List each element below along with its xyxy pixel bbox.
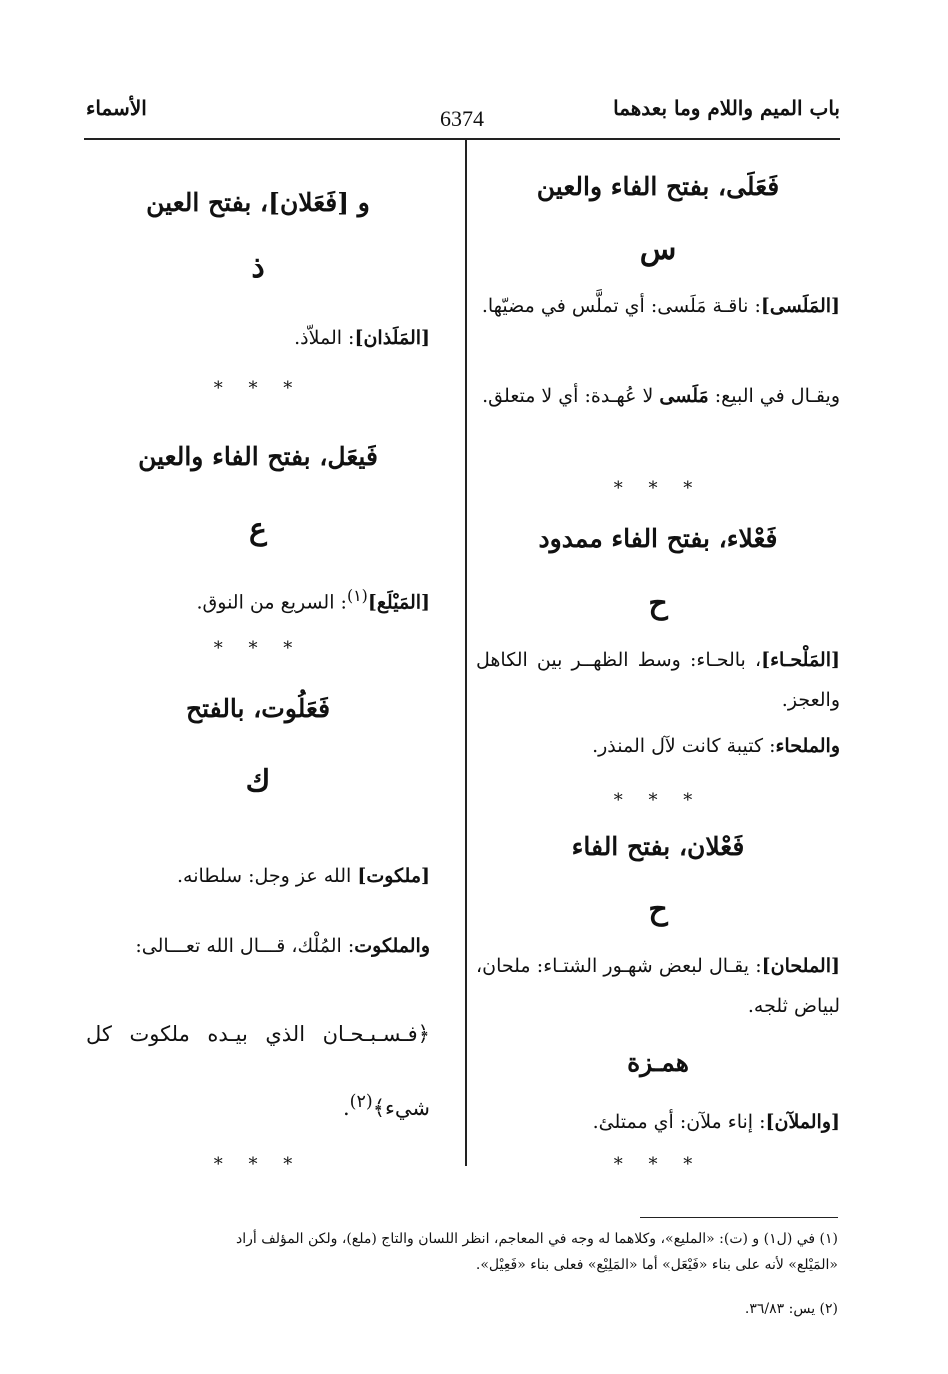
section-separator: * * *: [613, 790, 703, 811]
entry-headword: [المَيْلَع]: [367, 591, 430, 614]
section-separator: * * *: [213, 378, 303, 399]
footnote-line: (١) في (ل١) و (ت): «المليع»، وكلاهما له وجه في المعاجم، انظر اللسان والتاج (ملع)، ولكن المؤلف أراد: [236, 1231, 838, 1247]
section-separator: * * *: [213, 638, 303, 659]
pattern-heading: [86, 188, 430, 217]
entry-text: ويقـال في البيع:: [708, 385, 840, 407]
footnote-2: (٢) يس: ٣٦/٨٣.: [744, 1301, 838, 1317]
pattern-heading: فَيعَل، بفتح الفاء والعين: [138, 442, 378, 471]
root-letter: ع: [249, 512, 267, 547]
entry-text: الله عز وجل: سلطانه.: [177, 865, 358, 887]
chapter-header: باب الميم واللام وما بعدهما: [613, 96, 840, 120]
section-header: الأسماء: [86, 96, 147, 120]
column-divider: [465, 140, 467, 1166]
entry-headword: والملكوت: [354, 935, 430, 957]
entry-headword: [المَلْحـاء]: [761, 649, 840, 671]
page-number: 6374: [440, 106, 484, 131]
footnote-ref: (٢): [349, 1092, 373, 1112]
pattern-heading: فَعَلَى، بفتح الفاء والعين: [536, 172, 780, 201]
heading-suffix: ]، بفتح العين: [146, 188, 280, 217]
entry-text: : يقـال لبعض شهـور الشتـاء: ملحان، لبياض ثلجه.: [476, 955, 840, 1017]
entry-text: : المُلْك، قـــال الله تعـــالى:: [135, 935, 355, 957]
entry-paragraph: [86, 856, 430, 896]
entry-text: : الملاّذ.: [294, 327, 355, 349]
entry-text: : إناء ملآن: أي ممتلئ.: [592, 1111, 766, 1133]
root-letter: ذ: [251, 250, 265, 285]
entry-paragraph: [86, 318, 430, 358]
heading-pattern: فَعَلان: [279, 188, 338, 217]
entry-text: ، بالحـاء: وسط الظهــر بين الكاهل والعجز.: [476, 649, 840, 711]
entry-text: لا عُهـدة: أي لا متعلق.: [482, 385, 660, 407]
entry-paragraph: [476, 946, 840, 1026]
entry-paragraph: [86, 576, 430, 622]
header-rule: [84, 138, 840, 140]
quran-quote: [86, 1000, 430, 1142]
footnote-ref: (١): [346, 586, 368, 605]
entry-paragraph: [476, 640, 840, 720]
root-letter: ك: [245, 764, 271, 799]
section-separator: * * *: [613, 1154, 703, 1175]
entry-paragraph: [476, 286, 840, 326]
root-letter: س: [639, 232, 677, 267]
entry-headword: والملحاء: [775, 735, 840, 757]
entry-text: : السريع من النوق.: [196, 591, 347, 614]
entry-headword: مَلَسى: [659, 385, 709, 407]
entry-headword: [الملحان]: [761, 955, 840, 977]
entry-headword: [والملآن]: [765, 1111, 840, 1133]
entry-paragraph: [86, 926, 430, 966]
pattern-heading: فَعَلُوت، بالفتح: [185, 694, 331, 723]
entry-text: : كتيبة كانت لآل المنذر.: [592, 735, 776, 757]
pattern-heading: فَعْلاء، بفتح الفاء ممدود: [538, 524, 778, 553]
section-separator: * * *: [613, 478, 703, 499]
entry-paragraph: [476, 726, 840, 766]
quote-text: ﴿فـسـبـحـان الذي بيـده ملكوت كل شيء﴾: [86, 1022, 430, 1120]
footnote-rule: [640, 1217, 838, 1218]
entry-paragraph: [476, 1102, 840, 1142]
section-separator: * * *: [213, 1154, 303, 1175]
entry-headword: [المَلَذان]: [354, 327, 430, 349]
entry-headword: [المَلَسى]: [760, 295, 840, 317]
root-letter: ح: [648, 586, 668, 621]
root-heading: همـزة: [627, 1048, 689, 1077]
footnote-line: «المَيْلع» لأنه على بناء «فَيْعَل» أما «المَلِيْع» فعلى بناء «فَعِيْل».: [475, 1257, 838, 1273]
footnote-1: [86, 1226, 838, 1278]
heading-prefix: و [: [337, 188, 370, 217]
entry-paragraph: [476, 376, 840, 416]
entry-headword: [ملكوت]: [357, 865, 430, 887]
entry-text: : ناقـة مَلَسى: أي تملَّس في مضيّها.: [481, 295, 761, 317]
pattern-heading: فَعْلان، بفتح الفاء: [571, 832, 745, 861]
quote-end: .: [342, 1096, 350, 1120]
root-letter: ح: [648, 892, 668, 927]
